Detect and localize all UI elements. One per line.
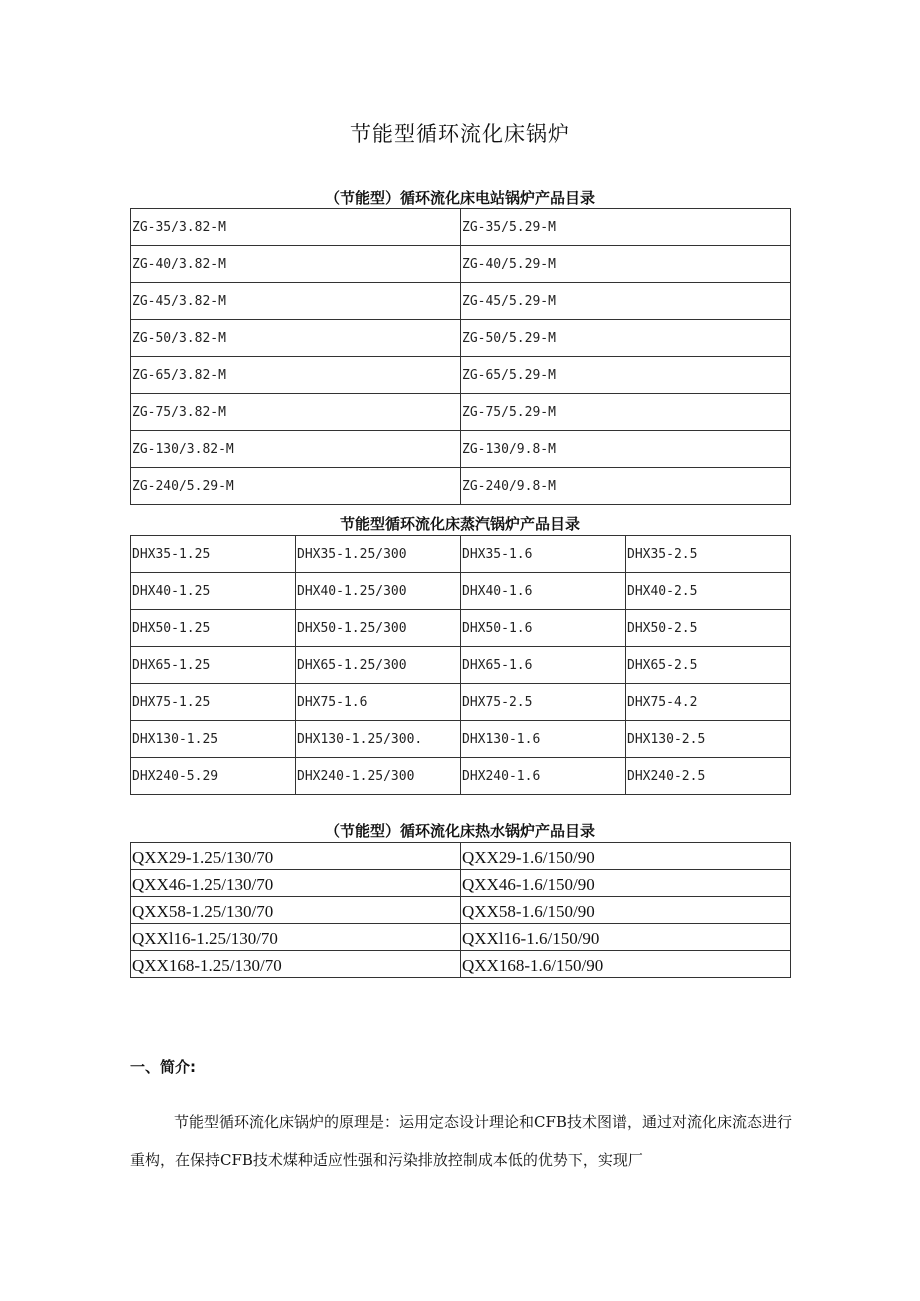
table-cell: DHX50-1.6 [461,610,626,647]
steam-row [131,610,791,647]
table-cell: QXX29-1.25/130/70 [131,843,461,870]
table-cell: QXX58-1.25/130/70 [131,897,461,924]
table-cell: DHX130-1.25 [131,721,296,758]
table-cell: DHX240-2.5 [626,758,791,795]
page-title: 节能型循环流化床锅炉 [350,122,570,146]
hot-water-row [131,897,791,924]
hot-water-row [131,924,791,951]
table-cell: DHX240-1.6 [461,758,626,795]
table-cell: DHX35-1.25 [131,536,296,573]
table-cell: ZG-130/9.8-M [461,431,791,468]
table-cell: QXX58-1.6/150/90 [461,897,791,924]
table-cell: DHX130-1.6 [461,721,626,758]
steam-caption: 节能型循环流化床蒸汽锅炉产品目录 [339,515,580,533]
table-cell: DHX50-2.5 [626,610,791,647]
table-cell: DHX50-1.25/300 [296,610,461,647]
table-cell: DHX130-2.5 [626,721,791,758]
steam-row [131,721,791,758]
table-cell: ZG-40/3.82-M [131,246,461,283]
table-cell: DHX35-1.25/300 [296,536,461,573]
table-cell: DHX240-1.25/300 [296,758,461,795]
hot-water-row [131,870,791,897]
power-station-row [131,394,791,431]
table-cell: DHX75-1.25 [131,684,296,721]
power-station-table [130,208,791,505]
table-cell: DHX40-1.6 [461,573,626,610]
power-station-row [131,468,791,505]
table-cell: ZG-35/5.29-M [461,209,791,246]
hot-water-row [131,951,791,978]
hot-water-row [131,843,791,870]
table-cell: DHX75-4.2 [626,684,791,721]
table-cell: ZG-40/5.29-M [461,246,791,283]
table-cell: QXX46-1.25/130/70 [131,870,461,897]
table-cell: ZG-45/5.29-M [461,283,791,320]
steam-row [131,536,791,573]
table-cell: DHX130-1.25/300. [296,721,461,758]
table-cell: DHX65-2.5 [626,647,791,684]
table-cell: ZG-240/5.29-M [131,468,461,505]
power-station-row [131,357,791,394]
table-cell: ZG-240/9.8-M [461,468,791,505]
power-station-row [131,431,791,468]
table-cell: ZG-75/5.29-M [461,394,791,431]
table-cell: DHX75-1.6 [296,684,461,721]
table-cell: DHX35-1.6 [461,536,626,573]
intro-heading: 一、简介: [130,1058,196,1076]
table-cell: ZG-35/3.82-M [131,209,461,246]
table-cell: DHX40-2.5 [626,573,791,610]
table-cell: QXX168-1.25/130/70 [131,951,461,978]
table-cell: QXX168-1.6/150/90 [461,951,791,978]
table-cell: DHX65-1.25/300 [296,647,461,684]
power-station-row [131,320,791,357]
table-cell: DHX50-1.25 [131,610,296,647]
power-station-row [131,209,791,246]
hot-water-table [130,842,791,978]
steam-row [131,684,791,721]
steam-row [131,573,791,610]
table-cell: DHX240-5.29 [131,758,296,795]
table-cell: DHX65-1.25 [131,647,296,684]
steam-row [131,758,791,795]
table-cell: QXXl16-1.25/130/70 [131,924,461,951]
table-cell: ZG-75/3.82-M [131,394,461,431]
table-cell: DHX35-2.5 [626,536,791,573]
table-cell: ZG-50/5.29-M [461,320,791,357]
table-cell: ZG-65/3.82-M [131,357,461,394]
table-cell: ZG-50/3.82-M [131,320,461,357]
steam-table [130,535,791,795]
table-cell: DHX40-1.25 [131,573,296,610]
table-cell: QXX29-1.6/150/90 [461,843,791,870]
table-cell: QXX46-1.6/150/90 [461,870,791,897]
intro-paragraph: 节能型循环流化床锅炉的原理是：运用定态设计理论和CFB技术图谱，通过对流化床流态进行重构，在保持CFB技术煤种适应性强和污染排放控制成本低的优势下，实现厂 [130,1113,792,1169]
table-cell: ZG-45/3.82-M [131,283,461,320]
table-cell: DHX40-1.25/300 [296,573,461,610]
power-station-caption: （节能型）循环流化床电站锅炉产品目录 [324,189,595,207]
table-cell: DHX65-1.6 [461,647,626,684]
hot-water-caption: （节能型）循环流化床热水锅炉产品目录 [324,822,595,840]
table-cell: DHX75-2.5 [461,684,626,721]
power-station-row [131,246,791,283]
table-cell: QXXl16-1.6/150/90 [461,924,791,951]
steam-row [131,647,791,684]
table-cell: ZG-65/5.29-M [461,357,791,394]
power-station-row [131,283,791,320]
table-cell: ZG-130/3.82-M [131,431,461,468]
